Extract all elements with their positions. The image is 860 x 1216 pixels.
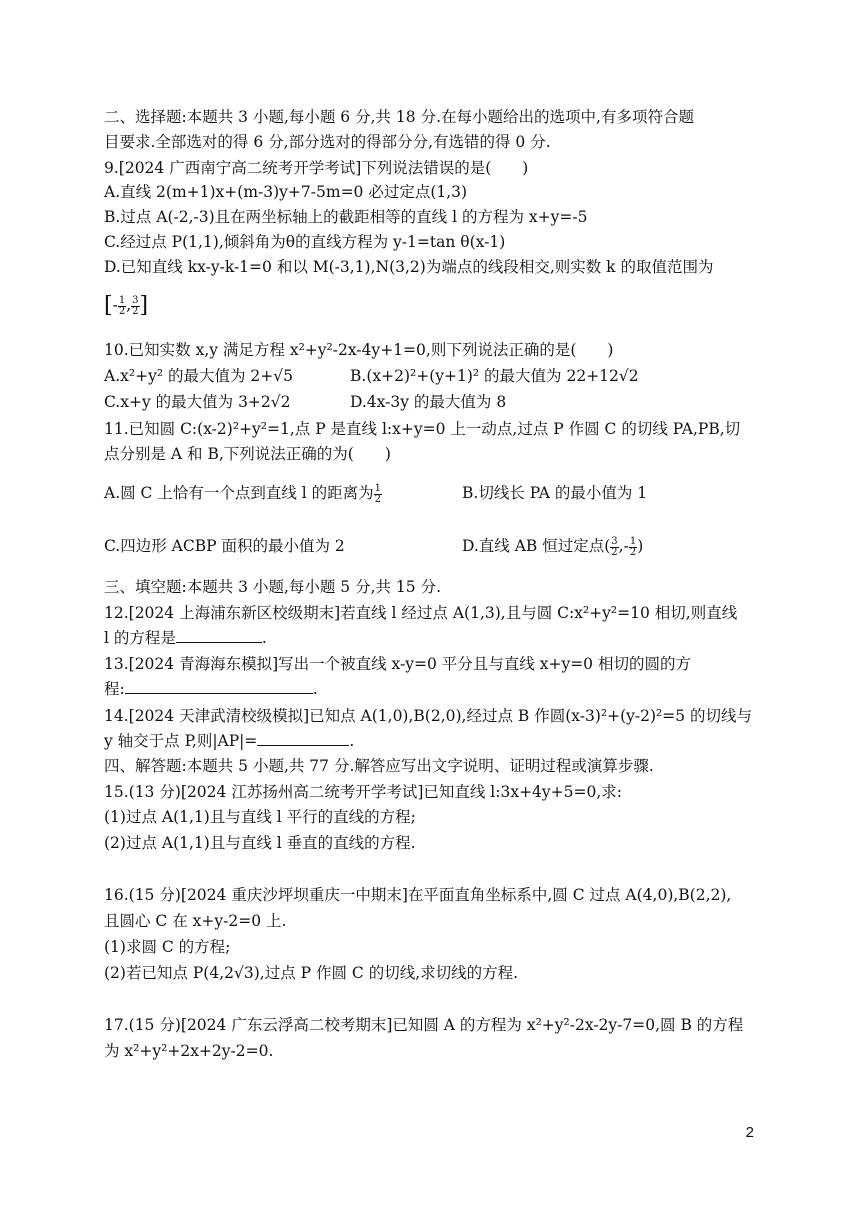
q11-option-a: A.圆 C 上恰有一个点到直线 l 的距离为 $\frac{1}{2}$ bbox=[104, 482, 382, 505]
q11-option-d: D.直线 AB 恒过定点( $\frac{3}{2}$ ,- $\frac{1}{2}$ ) bbox=[462, 535, 644, 558]
q9-option-b: B.过点 A(-2,-3)且在两坐标轴上的截距相等的直线 l 的方程为 x+y=-5 bbox=[104, 208, 588, 226]
q11-option-c: C.四边形 ACBP 面积的最小值为 2 bbox=[104, 537, 345, 555]
q16-stem: 16.(15 分)[2024 重庆沙坪坝重庆一中期末]在平面直角坐标系中,圆 C 过点 A(4,0),B(2,2), bbox=[104, 886, 732, 904]
fraction: $\frac{3}{2}$ bbox=[132, 294, 139, 317]
q13-stem: 13.[2024 青海海东模拟]写出一个被直线 x-y=0 平分且与直线 x+y=0 相切的圆的方 bbox=[104, 655, 691, 673]
fraction: $\frac{3}{2}$ bbox=[611, 535, 618, 558]
section-4-heading: 四、解答题:本题共 5 小题,共 77 分.解答应写出文字说明、证明过程或演算步骤. bbox=[104, 757, 654, 775]
q9-option-d: D.已知直线 kx-y-k-1=0 和以 M(-3,1),N(3,2)为端点的线段相交,则实数 k 的取值范围为 bbox=[104, 258, 714, 276]
q9-option-d-range: [- $\frac{1}{2}$ , $\frac{3}{2}$ ] bbox=[104, 293, 149, 318]
q10-option-d: D.4x-3y 的最大值为 8 bbox=[350, 393, 507, 411]
q12-answer-line: l 的方程是 . bbox=[104, 629, 267, 647]
fraction: $\frac{1}{2}$ bbox=[118, 294, 126, 317]
q9-option-c: C.经过点 P(1,1),倾斜角为θ的直线方程为 y-1=tan θ(x-1) bbox=[104, 233, 506, 251]
q11-stem: 11.已知圆 C:(x-2)²+y²=1,点 P 是直线 l:x+y=0 上一动点,过点 P 作圆 C 的切线 PA,PB,切 bbox=[104, 420, 741, 438]
section-2-heading-cont: 目要求.全部选对的得 6 分,部分选对的得部分分,有选错的得 0 分. bbox=[104, 133, 551, 151]
page-number: 2 bbox=[745, 1124, 754, 1141]
q13-answer-line: 程: . bbox=[104, 680, 318, 698]
q16-part-1: (1)求圆 C 的方程; bbox=[104, 938, 231, 956]
q15-part-1: (1)过点 A(1,1)且与直线 l 平行的直线的方程; bbox=[104, 808, 416, 826]
q10-option-a: A.x²+y² 的最大值为 2+√5 bbox=[104, 367, 293, 385]
q17-stem-cont: 为 x²+y²+2x+2y-2=0. bbox=[104, 1042, 274, 1060]
q17-stem: 17.(15 分)[2024 广东云浮高二校考期末]已知圆 A 的方程为 x²+y²-2x-2y-7=0,圆 B 的方程 bbox=[104, 1016, 744, 1034]
answer-blank[interactable] bbox=[176, 627, 262, 643]
q14-answer-line: y 轴交于点 P,则|AP|= . bbox=[104, 732, 355, 750]
q11-stem-cont: 点分别是 A 和 B,下列说法正确的为( ) bbox=[104, 445, 391, 463]
section-3-heading: 三、填空题:本题共 3 小题,每小题 5 分,共 15 分. bbox=[104, 578, 442, 596]
q16-part-2: (2)若已知点 P(4,2√3),过点 P 作圆 C 的切线,求切线的方程. bbox=[104, 964, 519, 982]
q14-stem: 14.[2024 天津武清校级模拟]已知点 A(1,0),B(2,0),经过点 B 作圆(x-3)²+(y-2)²=5 的切线与 bbox=[104, 707, 753, 725]
q16-stem-cont: 且圆心 C 在 x+y-2=0 上. bbox=[104, 912, 287, 930]
q9-stem: 9.[2024 广西南宁高二统考开学考试]下列说法错误的是( ) bbox=[104, 159, 529, 177]
q11-option-b: B.切线长 PA 的最小值为 1 bbox=[462, 484, 648, 502]
q10-option-c: C.x+y 的最大值为 3+2√2 bbox=[104, 393, 291, 411]
q10-option-b: B.(x+2)²+(y+1)² 的最大值为 22+12√2 bbox=[350, 367, 639, 385]
q9-option-a: A.直线 2(m+1)x+(m-3)y+7-5m=0 必过定点(1,3) bbox=[104, 183, 468, 201]
q15-stem: 15.(13 分)[2024 江苏扬州高二统考开学考试]已知直线 l:3x+4y+5=0,求: bbox=[104, 783, 623, 801]
q10-stem: 10.已知实数 x,y 满足方程 x²+y²-2x-4y+1=0,则下列说法正确的是( ) bbox=[104, 341, 614, 359]
section-2-heading: 二、选择题:本题共 3 小题,每小题 6 分,共 18 分.在每小题给出的选项中,有多项符合题 bbox=[104, 108, 694, 126]
fraction: $\frac{1}{2}$ bbox=[629, 535, 637, 558]
answer-blank[interactable] bbox=[257, 730, 349, 746]
q12-stem: 12.[2024 上海浦东新区校级期末]若直线 l 经过点 A(1,3),且与圆 C:x²+y²=10 相切,则直线 bbox=[104, 604, 738, 622]
fraction: $\frac{1}{2}$ bbox=[374, 482, 382, 505]
q15-part-2: (2)过点 A(1,1)且与直线 l 垂直的直线的方程. bbox=[104, 834, 416, 852]
answer-blank[interactable] bbox=[125, 678, 313, 694]
